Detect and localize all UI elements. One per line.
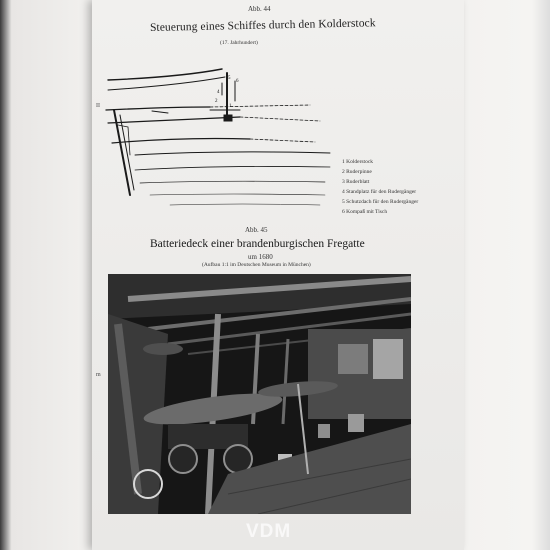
legend-item: 6 Kompaß mit Tisch xyxy=(342,209,388,215)
figure-year: um 1680 xyxy=(248,253,273,261)
figure-legend xyxy=(342,157,418,217)
background-right xyxy=(460,0,550,550)
watermark: VDM xyxy=(246,521,292,542)
margin-mark: m xyxy=(96,372,101,378)
figure-title: Steuerung eines Schiffes durch den Kolderstock xyxy=(149,17,376,34)
figure-subtitle: (17. Jahrhundert) xyxy=(220,40,258,46)
callout-4: 4 xyxy=(217,90,220,95)
callout-5: 5 xyxy=(228,76,231,81)
figure-number: Abb. 44 xyxy=(248,5,271,13)
callout-1: 1 xyxy=(229,104,232,109)
figure-title: Batteriedeck einer brandenburgischen Fregatte xyxy=(150,238,365,250)
ship-steering-drawing xyxy=(100,55,345,225)
figure-subtitle: (Aufbau 1:1 im Deutschen Museum in München) xyxy=(202,262,311,268)
legend-item: 3 Ruderblatt xyxy=(342,179,370,185)
battery-deck-photo xyxy=(108,274,411,514)
margin-mark: II xyxy=(96,103,100,109)
legend-item: 4 Standplatz für den Rudergänger xyxy=(342,189,417,195)
callout-6: 6 xyxy=(236,79,239,84)
legend-item: 5 Schutzdach für den Rudergänger xyxy=(342,199,419,205)
legend-item: 2 Ruderpinne xyxy=(342,169,372,175)
legend-item: 1 Kolderstock xyxy=(342,159,374,165)
figure-number: Abb. 45 xyxy=(245,226,268,234)
background-left xyxy=(0,0,96,550)
callout-2: 2 xyxy=(215,99,218,104)
